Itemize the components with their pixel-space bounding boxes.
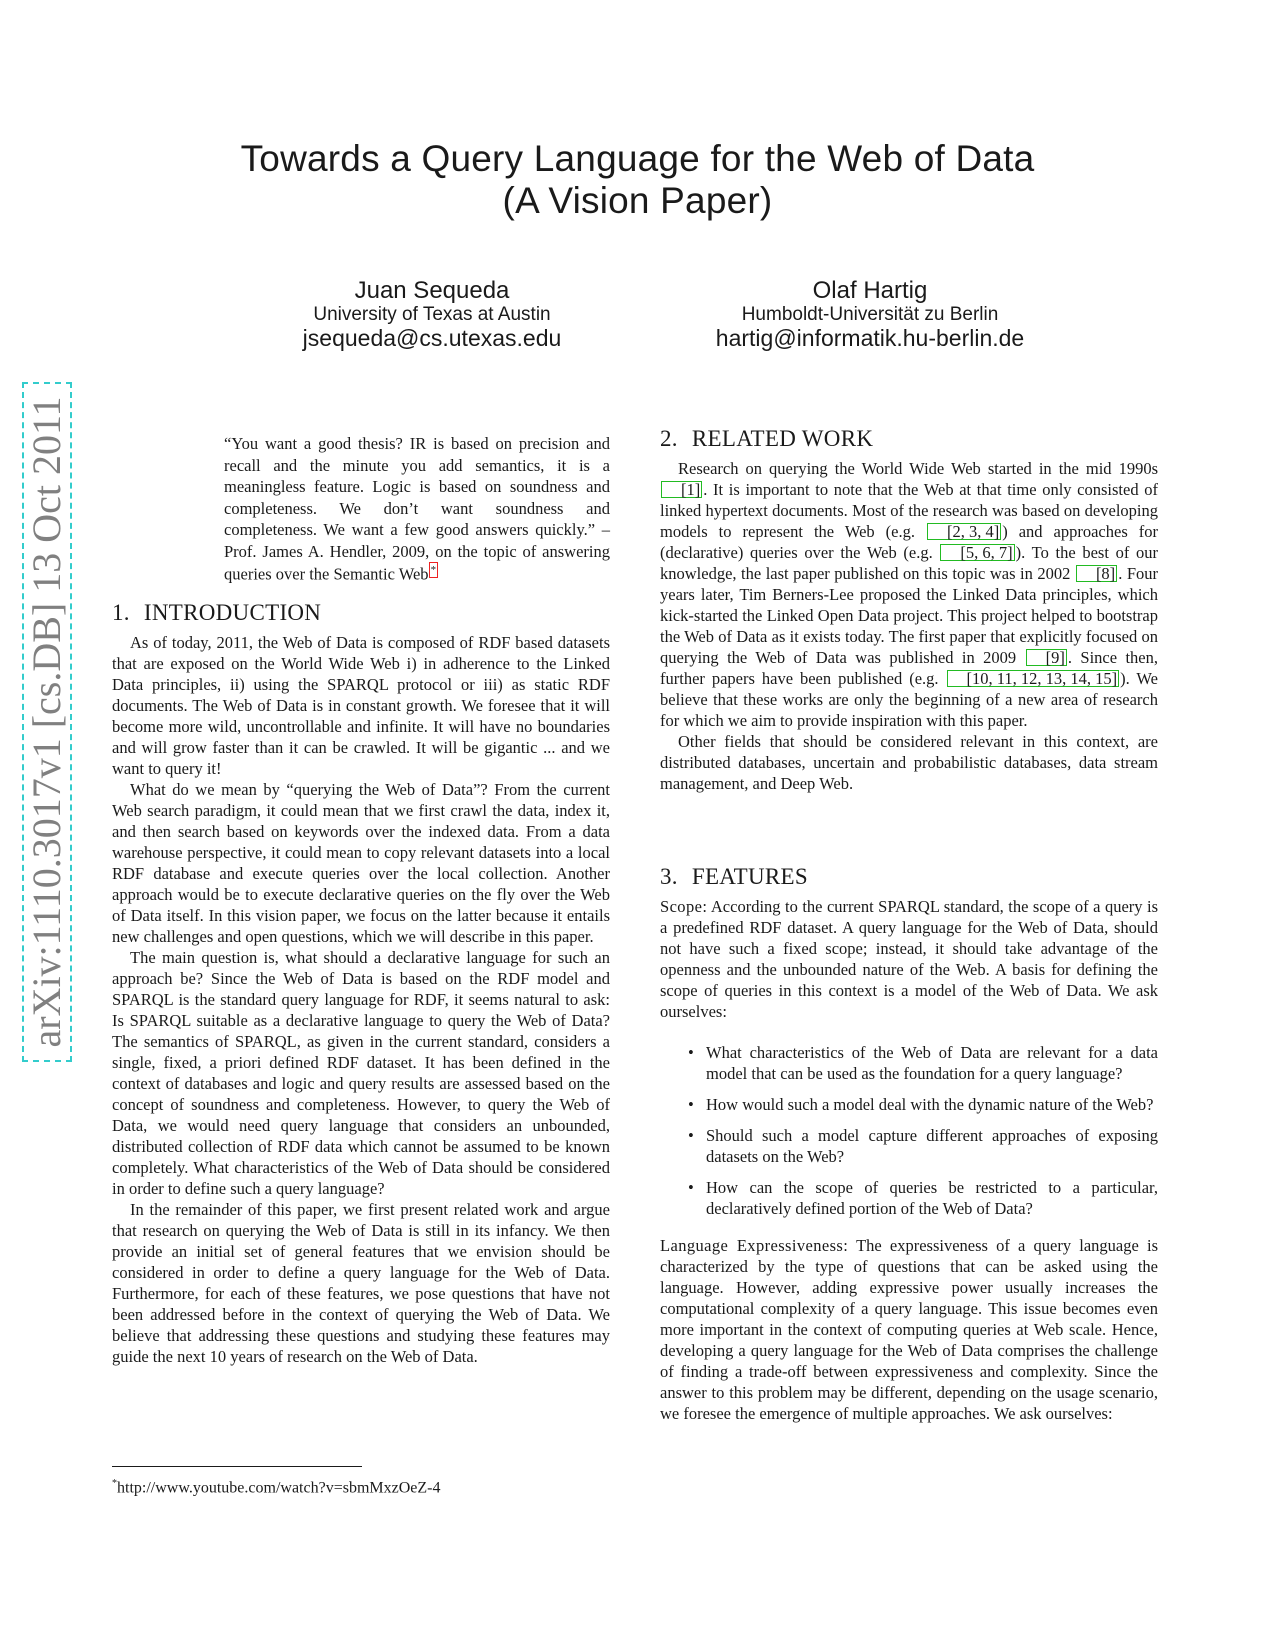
paragraph: In the remainder of this paper, we first present related work and argue that research on querying the Web of Data is still in its infancy. We then provide an initial set of general features that we envision should be considered in order to define a query language for the Web of Data. Furthermore, for each of these features, we pose questions that have not been addressed before in the context of querying the Web of Data. We believe that addressing these questions and studying these features may guide the next 10 years of research on the Web of Data. bbox=[112, 1200, 610, 1366]
citation-link[interactable]: [9] bbox=[1026, 649, 1067, 666]
section-number: 1. bbox=[112, 600, 130, 625]
author-affiliation: Humboldt-Universität zu Berlin bbox=[741, 304, 999, 325]
text-run: ) and approaches for (declarative) queries over the Web (e.g. bbox=[660, 522, 1158, 562]
paper-title bbox=[0, 138, 1275, 222]
text-run: The expressiveness of a query language is characterized by the type of questions that can be asked using the language. However, adding expressive power usually increases the computational complexity of a query language. This issue becomes even more important in the context of computing queries at Web scale. Hence, developing a query language for the Web of Data comprises the challenge of finding a trade-off between expressiveness and complexity. Since the answer to this problem may be different, depending on the usage scenario, we foresee the emergence of multiple approaches. We ask ourselves: bbox=[660, 1236, 1159, 1423]
section-heading bbox=[660, 864, 1158, 890]
text-run: . Since then, further papers have been published (e.g. bbox=[660, 648, 1158, 688]
author-affiliation: University of Texas at Austin bbox=[313, 304, 551, 325]
author-block bbox=[660, 278, 1080, 351]
citation-link[interactable]: [2, 3, 4] bbox=[927, 523, 1001, 540]
paragraph bbox=[660, 458, 1158, 731]
bullet-icon: • bbox=[688, 1095, 694, 1114]
bullet-icon: • bbox=[688, 1043, 694, 1062]
author-email: hartig@informatik.hu-berlin.de bbox=[715, 325, 1025, 351]
footnote-divider bbox=[112, 1466, 362, 1467]
author-block bbox=[222, 278, 642, 351]
text-run: ). We believe that these works are only the beginning of a new area of research for which we aim to provide inspiration with this paper. bbox=[660, 669, 1158, 730]
author-email: jsequeda@cs.utexas.edu bbox=[302, 325, 562, 351]
citation-link[interactable]: [5, 6, 7] bbox=[940, 544, 1014, 561]
text-run: According to the current SPARQL standard, the scope of a query is a predefined RDF dataset. A query language for the Web of Data, should not have such a fixed scope; instead, it should take advantage of the openness and the unbounded nature of the Web. A basis for defining the scope of queries in this context is a model of the Web of Data. We ask ourselves: bbox=[660, 897, 1159, 1021]
section-heading bbox=[112, 600, 610, 626]
footnote-url[interactable]: http://www.youtube.com/watch?v=sbmMxzOeZ-4 bbox=[117, 1479, 441, 1497]
epigraph bbox=[224, 433, 610, 585]
epigraph-text: “You want a good thesis? IR is based on precision and recall and the minute you add semantics, it is a meaningless feature. Logic is based on soundness and completeness. We don’t want soundness and completeness. We want a few good answers quickly.” – Prof. James A. Hendler, 2009, on the topic of answering queries over the Semantic Web bbox=[224, 434, 610, 584]
footnote bbox=[112, 1474, 610, 1498]
footnote-mark: * bbox=[112, 1478, 117, 1489]
section-title: RELATED WORK bbox=[691, 426, 874, 451]
list-item bbox=[660, 1177, 1158, 1219]
list-item-text: Should such a model capture different approaches of exposing datasets on the Web? bbox=[706, 1126, 1158, 1166]
paragraph: As of today, 2011, the Web of Data is composed of RDF based datasets that are exposed on the World Wide Web i) in adherence to the Linked Data principles, ii) using the SPARQL protocol or iii) as static RDF documents. The Web of Data is in constant growth. We foresee that it will become more wild, uncontrollable and infinite. It will have no boundaries and will grow faster than it can be crawled. It will be gigantic ... and we want to query it! bbox=[112, 633, 610, 778]
section-introduction bbox=[112, 600, 610, 1367]
section-related-work bbox=[660, 426, 1158, 794]
paragraph bbox=[660, 1235, 1158, 1424]
list-item bbox=[660, 1094, 1158, 1115]
citation-link[interactable]: [1] bbox=[661, 481, 702, 498]
question-list bbox=[660, 1042, 1158, 1219]
list-item bbox=[660, 1042, 1158, 1084]
list-item bbox=[660, 1125, 1158, 1167]
author-name: Juan Sequeda bbox=[354, 277, 510, 304]
section-number: 2. bbox=[660, 426, 678, 451]
feature-label: Scope: bbox=[660, 897, 708, 916]
section-title: INTRODUCTION bbox=[143, 600, 322, 625]
text-run: . Four years later, Tim Berners-Lee proposed the Linked Data principles, which kick-started the Linked Open Data project. This project helped to bootstrap the Web of Data as it exists today. The first paper that explicitly focused on querying the Web of Data was published in 2009 bbox=[660, 564, 1159, 667]
paragraph: What do we mean by “querying the Web of Data”? From the current Web search paradigm, it could mean that we first crawl the data, index it, and then search based on keywords over the indexed data. From a data warehouse perspective, it could mean to copy relevant datasets into a local RDF database and execute queries over the local collection. Another approach would be to execute declarative queries on the fly over the Web of Data itself. In this vision paper, we focus on the latter because it entails new challenges and open questions, which we will describe in this paper. bbox=[112, 780, 610, 946]
text-run: . It is important to note that the Web at that time only consisted of linked hypertext documents. Most of the research was based on developing models to represent the Web (e.g. bbox=[660, 480, 1158, 541]
citation-link[interactable]: [8] bbox=[1076, 565, 1117, 582]
author-name: Olaf Hartig bbox=[812, 277, 928, 304]
section-features bbox=[660, 864, 1158, 1424]
list-item-text: How can the scope of queries be restricted to a particular, declaratively defined portion of the Web of Data? bbox=[706, 1178, 1158, 1218]
bullet-icon: • bbox=[688, 1178, 694, 1197]
section-number: 3. bbox=[660, 864, 678, 889]
section-title: FEATURES bbox=[691, 864, 809, 889]
bullet-icon: • bbox=[688, 1126, 694, 1145]
footnote-link[interactable]: * bbox=[430, 564, 437, 576]
feature-label: Language Expressiveness: bbox=[660, 1236, 849, 1255]
title-line-2: (A Vision Paper) bbox=[502, 180, 773, 221]
section-heading bbox=[660, 426, 1158, 452]
text-run: Research on querying the World Wide Web started in the mid 1990s bbox=[678, 459, 1158, 478]
arxiv-stamp[interactable]: arXiv:1110.3017v1 [cs.DB] 13 Oct 2011 bbox=[22, 382, 72, 1062]
paragraph bbox=[660, 896, 1158, 1022]
title-line-1: Towards a Query Language for the Web of Data bbox=[240, 138, 1035, 179]
text-run: ). To the best of our knowledge, the last paper published on this topic was in 2002 bbox=[660, 543, 1158, 583]
citation-link[interactable]: [10, 11, 12, 13, 14, 15] bbox=[947, 670, 1120, 687]
paragraph: Other fields that should be considered relevant in this context, are distributed databases, uncertain and probabilistic databases, data stream management, and Deep Web. bbox=[660, 732, 1158, 793]
list-item-text: How would such a model deal with the dynamic nature of the Web? bbox=[706, 1095, 1154, 1114]
list-item-text: What characteristics of the Web of Data are relevant for a data model that can be used as the foundation for a query language? bbox=[706, 1043, 1158, 1083]
paragraph: The main question is, what should a declarative language for such an approach be? Since the Web of Data is based on the RDF model and SPARQL is the standard query language for RDF, it seems natural to ask: Is SPARQL suitable as a declarative language to query the Web of Data? The semantics of SPARQL, as given in the current standard, considers a single, fixed, a priori defined RDF dataset. It has been defined in the context of databases and logic and query results are assessed based on the concept of soundness and completeness. However, to query the Web of Data, we would need query language that considers an unbounded, distributed collection of RDF data which cannot be assumed to be known completely. What characteristics of the Web of Data should be considered in order to define such a query language? bbox=[112, 948, 610, 1198]
